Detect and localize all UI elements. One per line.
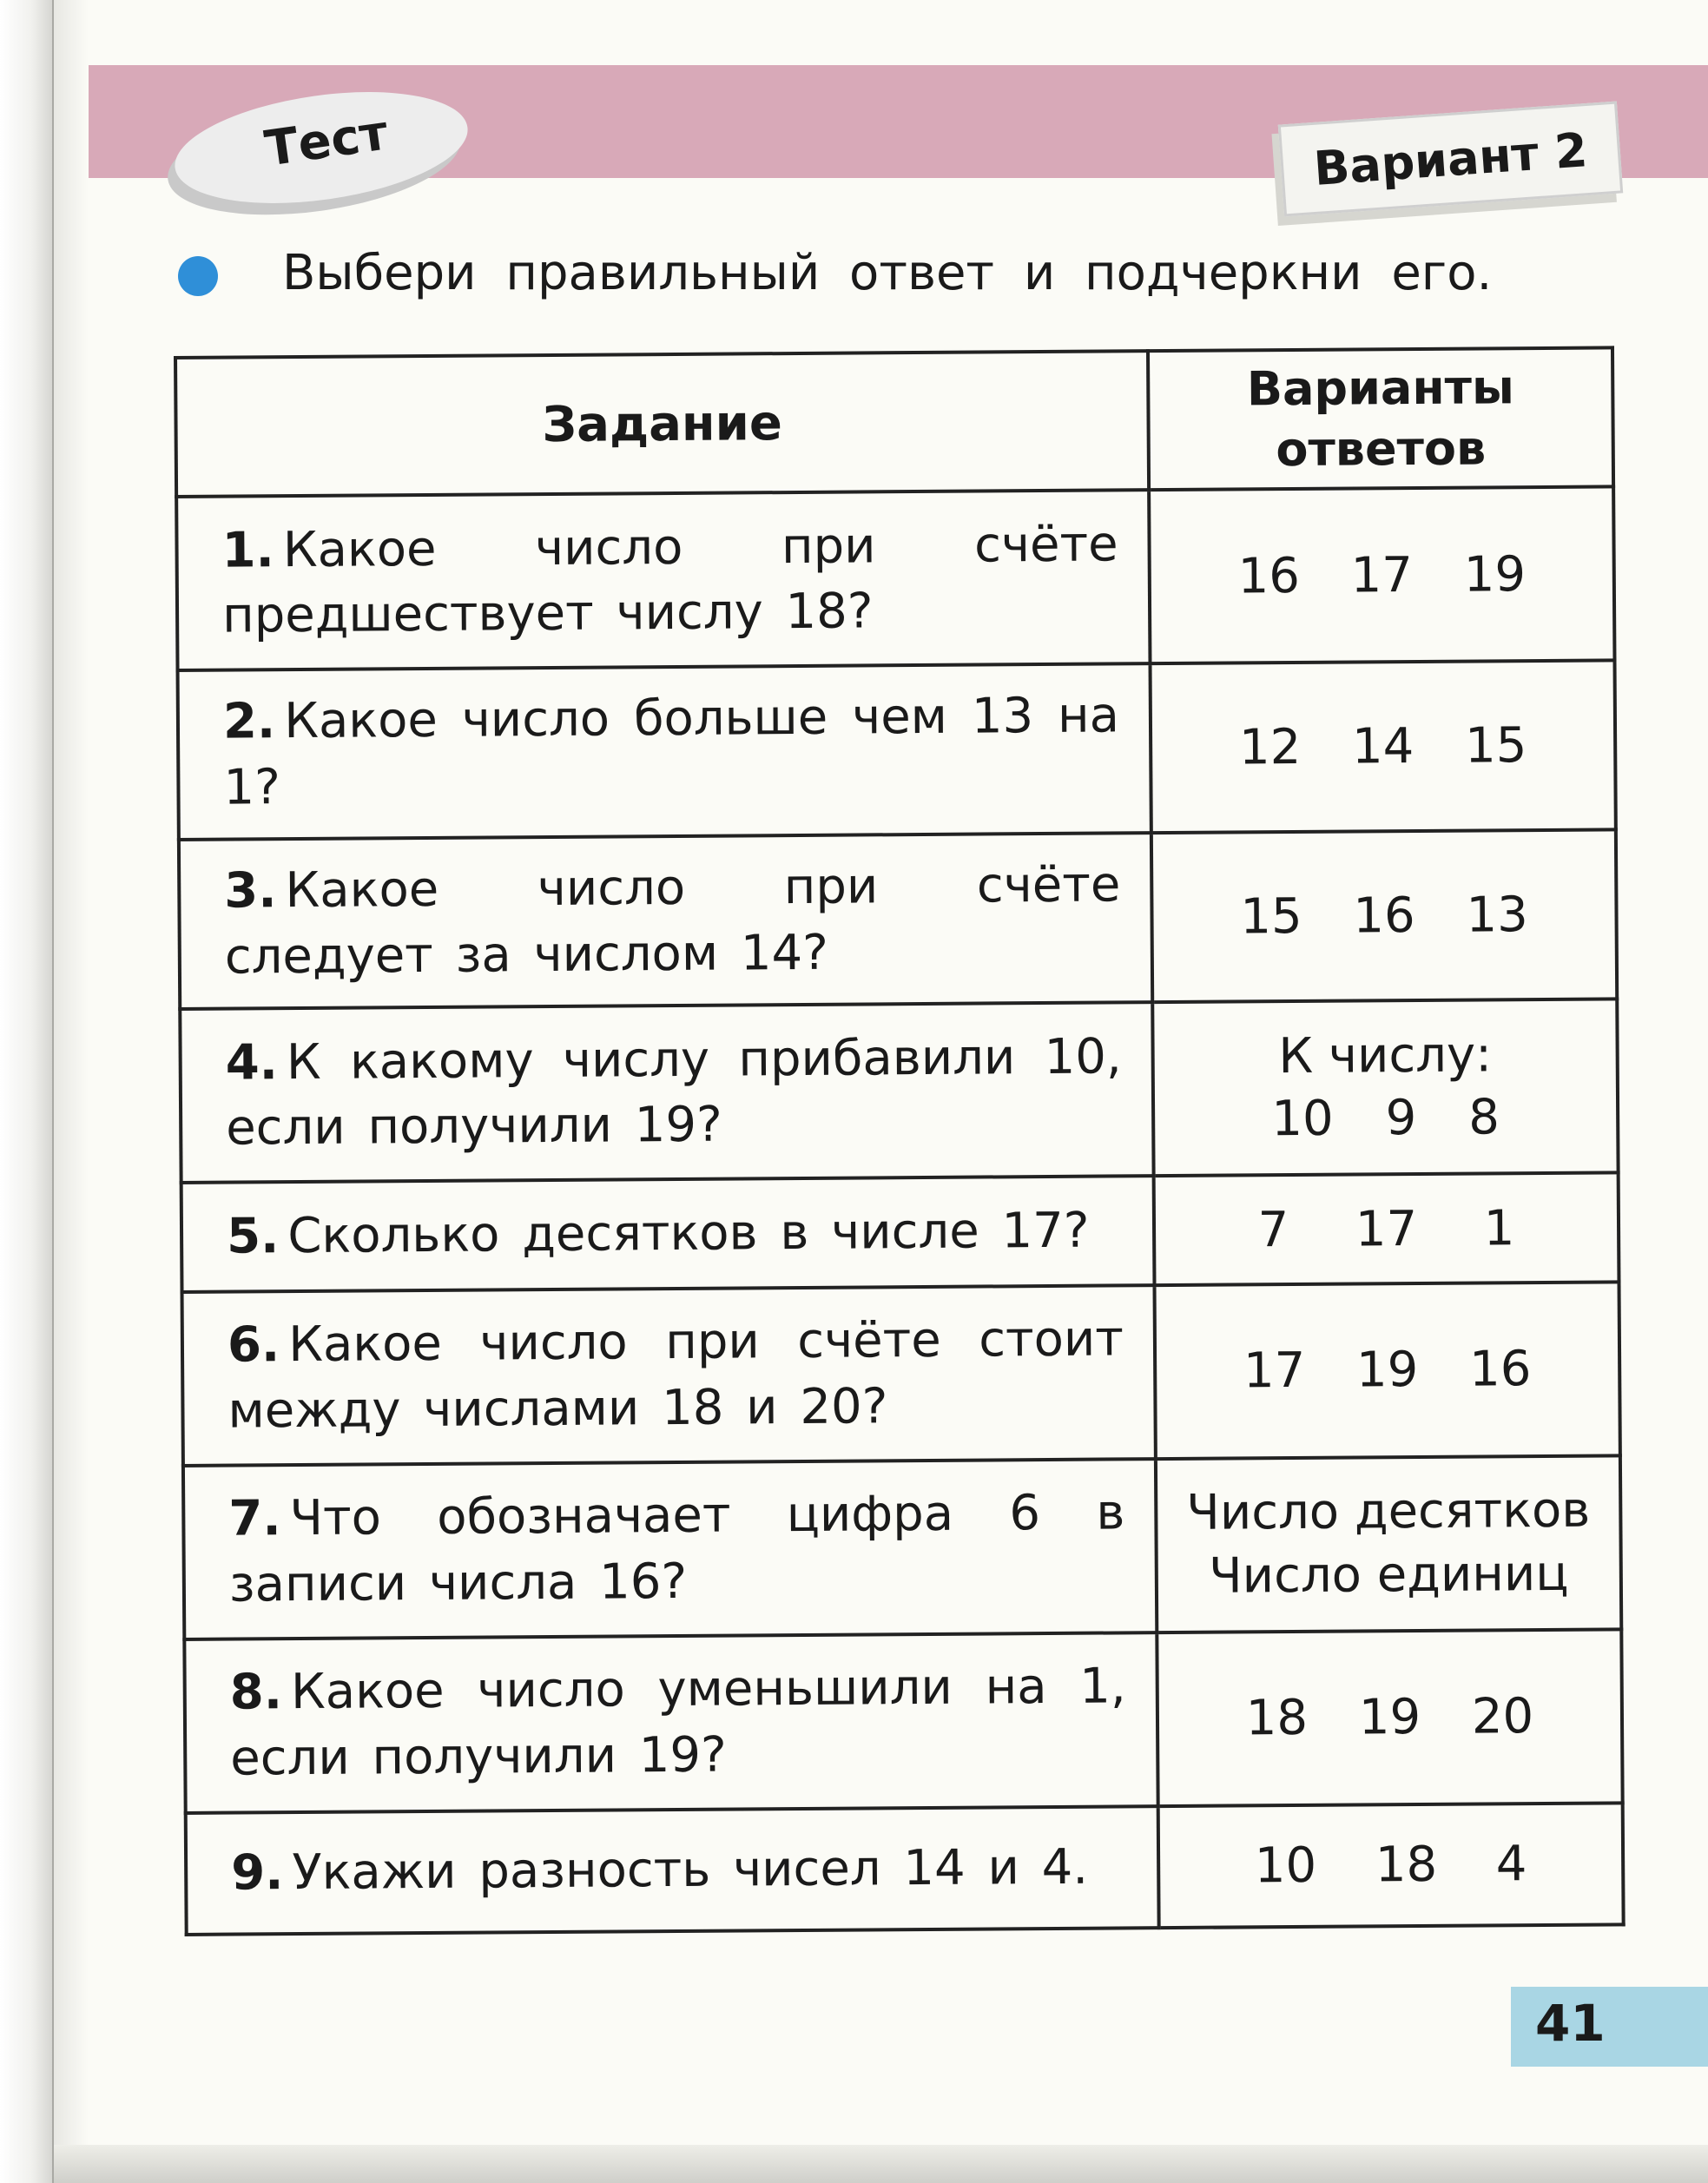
answer-option[interactable]: 7 <box>1257 1201 1289 1258</box>
task-cell <box>181 1177 1155 1292</box>
table-header-row <box>175 347 1613 497</box>
task-cell <box>184 1632 1157 1813</box>
task-cell <box>179 833 1152 1009</box>
task-text: К какому числу прибавили 10, если получили 19? <box>225 1028 1122 1157</box>
table-row <box>178 661 1616 841</box>
task-text: Укажи разность чисел 14 и 4. <box>292 1838 1089 1902</box>
task-cell <box>178 663 1151 840</box>
answer-option[interactable]: 1 <box>1483 1199 1515 1257</box>
answer-option[interactable]: 4 <box>1495 1836 1527 1893</box>
answer-option[interactable]: 13 <box>1466 887 1528 944</box>
task-text: Какое число больше чем 13 на 1? <box>223 687 1120 816</box>
answers-cell <box>1152 999 1618 1177</box>
task-text: Какое число уменьшили на 1, если получили 19? <box>230 1658 1126 1787</box>
table-row <box>179 830 1617 1010</box>
task-cell <box>180 1003 1153 1184</box>
table-row <box>186 1803 1624 1935</box>
table-row <box>183 1455 1621 1639</box>
task-table <box>174 346 1626 1936</box>
answer-option[interactable]: 18 <box>1245 1690 1309 1747</box>
gutter-shadow <box>54 0 89 2183</box>
column-header-task: Задание <box>175 351 1149 497</box>
task-number: 7. <box>228 1490 281 1547</box>
table-row <box>180 999 1618 1184</box>
answer-option[interactable]: 15 <box>1240 888 1302 946</box>
table-row <box>181 1173 1619 1292</box>
answer-option[interactable]: 19 <box>1463 545 1527 603</box>
answers-prefix: К числу: <box>1278 1026 1493 1085</box>
task-number: 9. <box>230 1844 284 1902</box>
task-text: Какое число при счёте следует за числом 14? <box>224 856 1121 986</box>
answer-option[interactable]: 17 <box>1350 546 1414 604</box>
answer-option[interactable]: 15 <box>1464 717 1527 775</box>
column-header-answers <box>1148 347 1613 490</box>
column-header-answers-line1: Варианты <box>1246 359 1514 417</box>
instruction-text: Выбери правильный ответ и подчеркни его. <box>282 245 1493 301</box>
answers-cell <box>1154 1282 1619 1459</box>
answers-cell <box>1156 1455 1621 1632</box>
answers-cell <box>1151 830 1617 1003</box>
task-number: 1. <box>221 521 275 579</box>
answer-option[interactable]: Число единиц <box>1209 1545 1569 1605</box>
answers-cell <box>1157 1629 1622 1806</box>
answer-option[interactable]: 9 <box>1385 1090 1417 1147</box>
book-gutter <box>0 0 54 2183</box>
table-row <box>182 1282 1620 1466</box>
answer-option[interactable]: 12 <box>1238 719 1302 776</box>
page-bottom-edge <box>54 2145 1708 2183</box>
answer-option[interactable]: 17 <box>1355 1200 1418 1258</box>
task-number: 5. <box>226 1208 280 1265</box>
answers-cell <box>1158 1803 1624 1928</box>
answer-option[interactable]: 17 <box>1243 1342 1306 1400</box>
answers-cell <box>1149 487 1614 664</box>
answer-option[interactable]: 20 <box>1471 1688 1534 1745</box>
answer-option[interactable]: 10 <box>1271 1091 1334 1148</box>
task-number: 3. <box>224 862 277 920</box>
task-cell <box>186 1806 1159 1935</box>
answer-option[interactable]: 16 <box>1237 547 1301 605</box>
task-number: 2. <box>222 693 276 750</box>
answer-option[interactable]: 19 <box>1358 1689 1421 1746</box>
answers-cell <box>1154 1173 1619 1285</box>
column-header-answers-line2: ответов <box>1276 420 1487 478</box>
answer-option[interactable]: 16 <box>1353 887 1415 945</box>
task-cell <box>176 490 1150 670</box>
task-text: Какое число при счёте стоит между числами 18 и 20? <box>228 1310 1124 1440</box>
answer-option[interactable]: 10 <box>1254 1837 1317 1895</box>
table-row <box>184 1629 1622 1813</box>
task-number: 4. <box>225 1034 279 1092</box>
page-number: 41 <box>1535 1994 1606 2053</box>
bullet-icon <box>178 256 218 296</box>
task-text: Что обозначает цифра 6 в записи числа 16? <box>228 1484 1125 1613</box>
variant-label: Вариант 2 <box>1311 122 1590 196</box>
answer-option[interactable]: 14 <box>1351 718 1415 775</box>
answer-option[interactable]: 18 <box>1375 1837 1438 1894</box>
task-number: 6. <box>227 1316 280 1374</box>
answer-option[interactable]: 16 <box>1468 1341 1532 1398</box>
task-text: Какое число при счёте предшествует числу 18? <box>221 515 1118 644</box>
test-label: Тест <box>261 104 392 178</box>
answer-option[interactable]: 19 <box>1355 1342 1419 1399</box>
task-text: Сколько десятков в числе 17? <box>287 1202 1090 1265</box>
answer-option[interactable]: 8 <box>1468 1089 1500 1147</box>
answers-cell <box>1151 661 1616 834</box>
task-number: 8. <box>229 1664 283 1721</box>
answer-option[interactable]: Число десятков <box>1186 1481 1591 1541</box>
table-row <box>176 487 1614 671</box>
task-cell <box>182 1285 1156 1466</box>
task-cell <box>183 1459 1157 1639</box>
